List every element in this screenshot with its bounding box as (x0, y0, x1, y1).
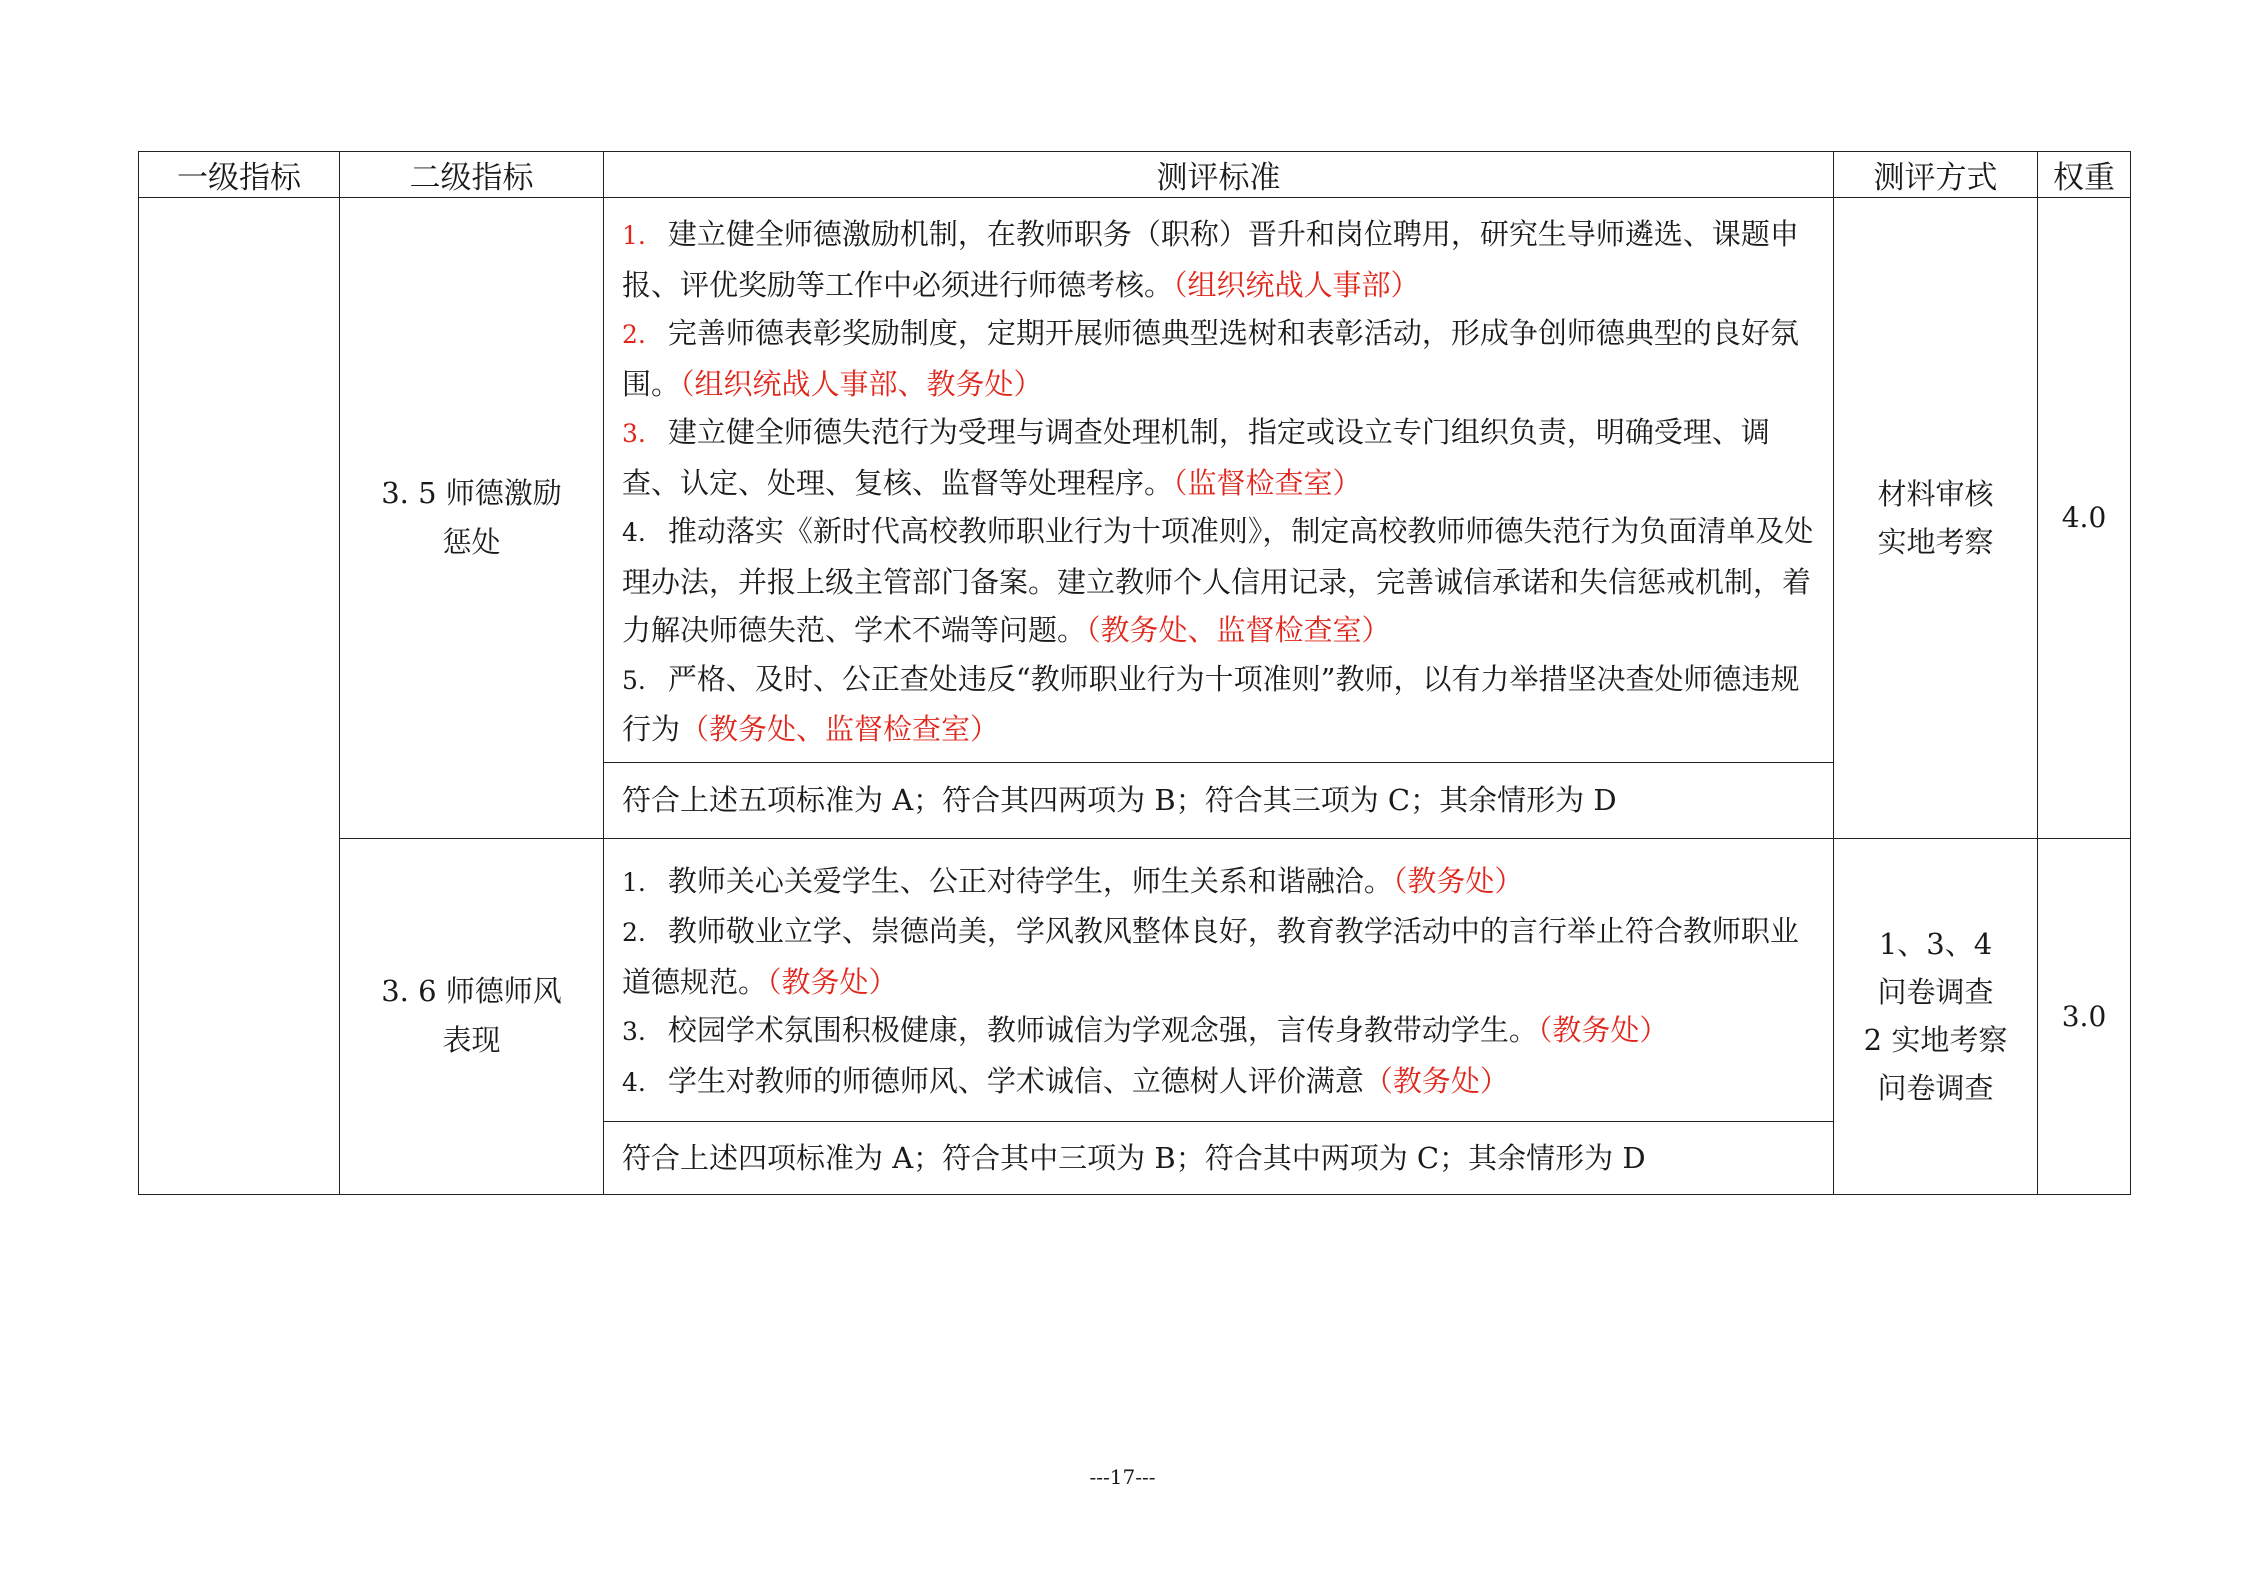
item-text: 校园学术氛围积极健康，教师诚信为学观念强，言传身教带动学生。 (667, 1013, 1538, 1047)
criteria-list (604, 839, 1833, 1122)
method-line: 材料审核 (1877, 476, 1994, 511)
header-level2: 二级指标 (340, 152, 604, 198)
item-number: 3. (622, 419, 646, 448)
header-criteria: 测评标准 (604, 152, 1834, 198)
criteria-item (622, 507, 1815, 655)
method-line: 问卷调查 (1877, 975, 1994, 1010)
header-weight: 权重 (2038, 152, 2131, 198)
item-text: 教师关心关爱学生、公正对待学生，师生关系和谐融洽。 (667, 863, 1393, 898)
item-number: 5. (622, 665, 646, 695)
criteria-item (622, 1006, 1815, 1057)
item-text: 完善师德表彰奖励制度，定期开展师德典型选树和表彰活动，形成争创师德典型的良好氛围。 (622, 316, 1799, 401)
sub-indicator-line: 3. 6 师德师风 (381, 974, 562, 1009)
criteria-item (622, 408, 1815, 507)
item-number: 4. (622, 518, 646, 547)
table-row (139, 838, 2131, 1195)
item-number: 4. (622, 1067, 646, 1097)
item-text: 学生对教师的师德师风、学术诚信、立德树人评价满意 (667, 1063, 1364, 1098)
item-department: （组织统战人事部、教务处） (680, 366, 1043, 401)
item-department: （教务处） (1537, 1013, 1669, 1047)
evaluation-table (138, 151, 2131, 1195)
item-department: （教务处、监督检查室） (680, 712, 1000, 746)
sub-indicator-cell (340, 838, 604, 1195)
item-text: 严格、及时、公正查处违反“教师职业行为十项准则”教师，以有力举措坚决查处师德违规行为 (622, 661, 1800, 746)
item-number: 2. (622, 320, 646, 349)
method-line: 1、3、4 (1878, 927, 1993, 962)
item-department: （教务处） (767, 964, 898, 999)
item-text: 推动落实《新时代高校教师职业行为十项准则》，制定高校教师师德失范行为负面清单及处理办法，并报上级主管部门备案。建立教师个人信用记录，完善诚信承诺和失信惩戒机制，着力解决师德失范、学术不端等问题。 (622, 514, 1814, 647)
item-department: （教务处） (1363, 1063, 1509, 1098)
item-department: （教务处） (1392, 863, 1524, 898)
method-cell (1834, 198, 2038, 839)
sub-indicator-line: 惩处 (442, 524, 501, 559)
criteria-item (622, 1057, 1815, 1108)
item-department: （组织统战人事部） (1173, 267, 1420, 302)
item-number: 2. (622, 918, 646, 947)
header-row (139, 152, 2131, 198)
sub-indicator-line: 3. 5 师德激励 (381, 475, 562, 510)
method-cell (1834, 838, 2038, 1195)
header-level1: 一级指标 (139, 152, 340, 198)
item-text: 建立健全师德激励机制，在教师职务（职称）晋升和岗位聘用，研究生导师遴选、课题申报、评优奖励等工作中必须进行师德考核。 (622, 217, 1799, 302)
page-number: ---17--- (1089, 1465, 1156, 1489)
level1-cell (139, 198, 340, 1195)
sub-indicator-line: 表现 (442, 1023, 501, 1058)
item-department: （教务处、监督检查室） (1086, 613, 1391, 647)
criteria-list (604, 198, 1833, 762)
method-line: 实地考察 (1877, 524, 1994, 559)
grading-summary: 符合上述五项标准为 A；符合其四两项为 B；符合其三项为 C；其余情形为 D (604, 762, 1833, 838)
criteria-item (622, 907, 1815, 1006)
item-text: 建立健全师德失范行为受理与调查处理机制，指定或设立专门组织负责，明确受理、调查、认定、处理、复核、监督等处理程序。 (622, 415, 1770, 500)
criteria-item (622, 655, 1815, 754)
weight-cell: 4.0 (2038, 198, 2131, 839)
grading-summary: 符合上述四项标准为 A；符合其中三项为 B；符合其中两项为 C；其余情形为 D (604, 1121, 1833, 1194)
item-number: 1. (622, 867, 646, 897)
criteria-item (622, 857, 1815, 908)
criteria-cell (604, 198, 1834, 839)
table-row (139, 198, 2131, 839)
item-department: （监督检查室） (1173, 465, 1362, 500)
criteria-item (622, 210, 1815, 309)
method-line: 问卷调查 (1877, 1071, 1994, 1106)
item-number: 3. (622, 1017, 646, 1046)
header-method: 测评方式 (1834, 152, 2038, 198)
criteria-cell (604, 838, 1834, 1195)
item-number: 1. (622, 221, 646, 250)
criteria-item (622, 309, 1815, 408)
item-text: 教师敬业立学、崇德尚美，学风教风整体良好，教育教学活动中的言行举止符合教师职业道德规范。 (622, 914, 1799, 999)
weight-cell: 3.0 (2038, 838, 2131, 1195)
method-line: 2 实地考察 (1863, 1023, 2008, 1058)
sub-indicator-cell (340, 198, 604, 839)
